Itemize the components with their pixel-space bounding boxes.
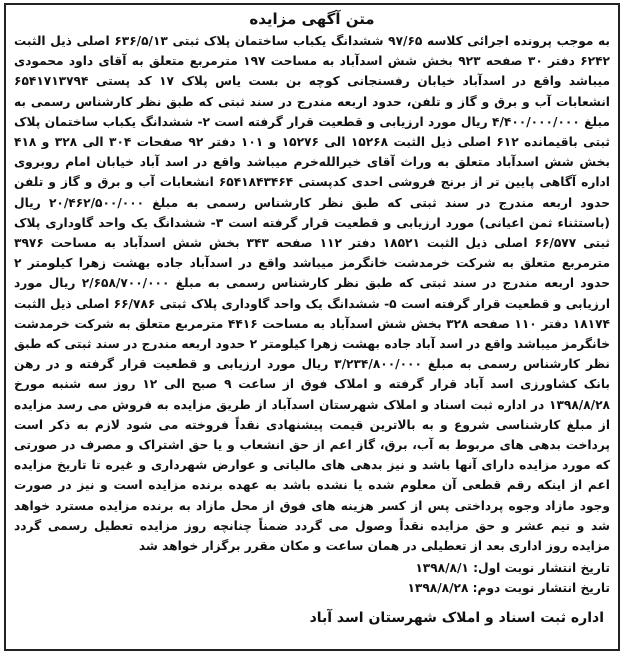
notice-body: به موجب پرونده اجرائی کلاسه ۹۷/۶۵ ششدانگ یکباب ساختمان پلاک ثبتی ۶۳۶/۵/۱۳ اصلی ذیل الثبت ۶۲۴۲ دفتر ۳۰ صفحه ۹۲۳ بخش شش اسدآباد به مساحت ۱۹۷ مترمربع متعلق به آقای داود محمودی میباشد واقع در اسدآباد خیابان رفسنجانی کوچه بن بست یاس پلاک ۱۷ کد پستی ۶۵۴۱۷۱۳۷۹۴ انشعابات آب و برق و گاز و تلفن، حدود اربعه مندرج در سند ثبتی که طبق نظر کارشناس رسمی به مبلغ ۴/۴۰۰/۰۰۰/۰۰۰ ریال مورد ارزیابی و قطعیت قرار گرفته است ۲- ششدانگ یکباب ساختمان پلاک ثبتی باقیمانده ۶۱۲ اصلی ذیل الثبت ۱۵۲۶۸ الی ۱۵۲۷۶ و ۱۰۱ دفتر ۹۲ صفحات ۳۰۴ الی ۳۲۸ و ۴۱۸ بخش شش اسدآباد متعلق به وراث آقای خیرالله‌خرم میباشد واقع در اسد آباد خیابان امام روبروی اداره آگاهی پایین تر از برنج فروشی احدی کدپستی ۶۵۴۱۸۴۳۴۶۴ انشعابات آب و برق و گاز و تلفن حدود اربعه مندرج در سند ثبتی که طبق نظر کارشناس رسمی به مبلغ ۲۰/۴۶۲/۵۰۰/۰۰۰ ریال (باستثناء ثمن اعیانی) مورد ارزیابی و قطعیت قرار گرفته است ۳- ششدانگ یک واحد گاوداری پلاک ثبتی ۶۶/۵۷۷ اصلی ذیل الثبت ۱۸۵۲۱ دفتر ۱۱۲ صفحه ۳۴۳ بخش شش اسدآباد به مساحت ۳۹۷۶ مترمربع متعلق به شرکت خرمدشت خانگرمز میباشد واقع در اسدآباد جاده بهشت زهرا کیلومتر ۲ حدود اربعه مندرج در سند ثبتی که طبق نظر کارشناس رسمی به مبلغ ۲/۶۵۸/۷۰۰/۰۰۰ ریال مورد ارزیابی و قطعیت قرار گرفته است ۵- ششدانگ یک واحد گاوداری پلاک ثبتی ۶۶/۷۸۶ اصلی ذیل الثبت ۱۸۱۷۴ دفتر ۱۱۰ صفحه ۳۲۸ بخش شش اسدآباد به مساحت ۴۴۱۶ مترمربع متعلق به شرکت خرمدشت خانگرمز میباشد واقع در اسد آباد جاده بهشت زهرا کیلومتر ۲ حدود اربعه مندرج در سند ثبتی که طبق نظر کارشناس رسمی به مبلغ ۳/۲۳۴/۸۰۰/۰۰۰ ریال مورد ارزیابی و قطعیت قرار گرفته و در رهن بانک کشاورزی اسد آباد قرار گرفته و املاک فوق از ساعت ۹ صبح الی ۱۲ روز سه شنبه مورخ ۱۳۹۸/۸/۲۸ در اداره ثبت اسناد و املاک شهرستان اسدآباد از طریق مزایده به فروش می رسد مزایده از مبلغ کارشناسی شروع و به بالاترین قیمت پیشنهادی نقداً فروخته می شود لازم به ذکر است پرداخت بدهی های مربوط به آب، برق، گاز اعم از حق انشعاب و یا حق اشتراک و مصرف در صورتی که مورد مزایده دارای آنها باشد و نیز بدهی های مالیاتی و عوارض شهرداری و غیره تا تاریخ مزایده اعم از اینکه رقم قطعی آن معلوم شده یا نشده باشد به عهده برنده مزایده است و نیز در صورت وجود مازاد وجوه پرداختی پس از کسر هزینه های فوق از محل مازاد به برنده مزایده مسترد خواهد شد و نیم عشر و حق مزایده نقداً وصول می گردد ضمناً چنانچه روز مزایده تعطیل رسمی گردد مزایده روز اداری بعد از تعطیلی در همان ساعت و مکان مقرر برگزار خواهد شد [14, 34, 611, 554]
issuing-office: اداره ثبت اسناد و املاک شهرستان اسد آباد [309, 610, 604, 627]
auction-notice [4, 3, 620, 651]
publication-dates [14, 558, 610, 598]
notice-title: متن آگهی مزایده [249, 10, 375, 28]
second-publication-date: تاریخ انتشار نوبت دوم: ۱۳۹۸/۸/۲۸ [407, 581, 610, 596]
first-publication-date: تاریخ انتشار نوبت اول: ۱۳۹۸/۸/۱ [415, 561, 610, 576]
